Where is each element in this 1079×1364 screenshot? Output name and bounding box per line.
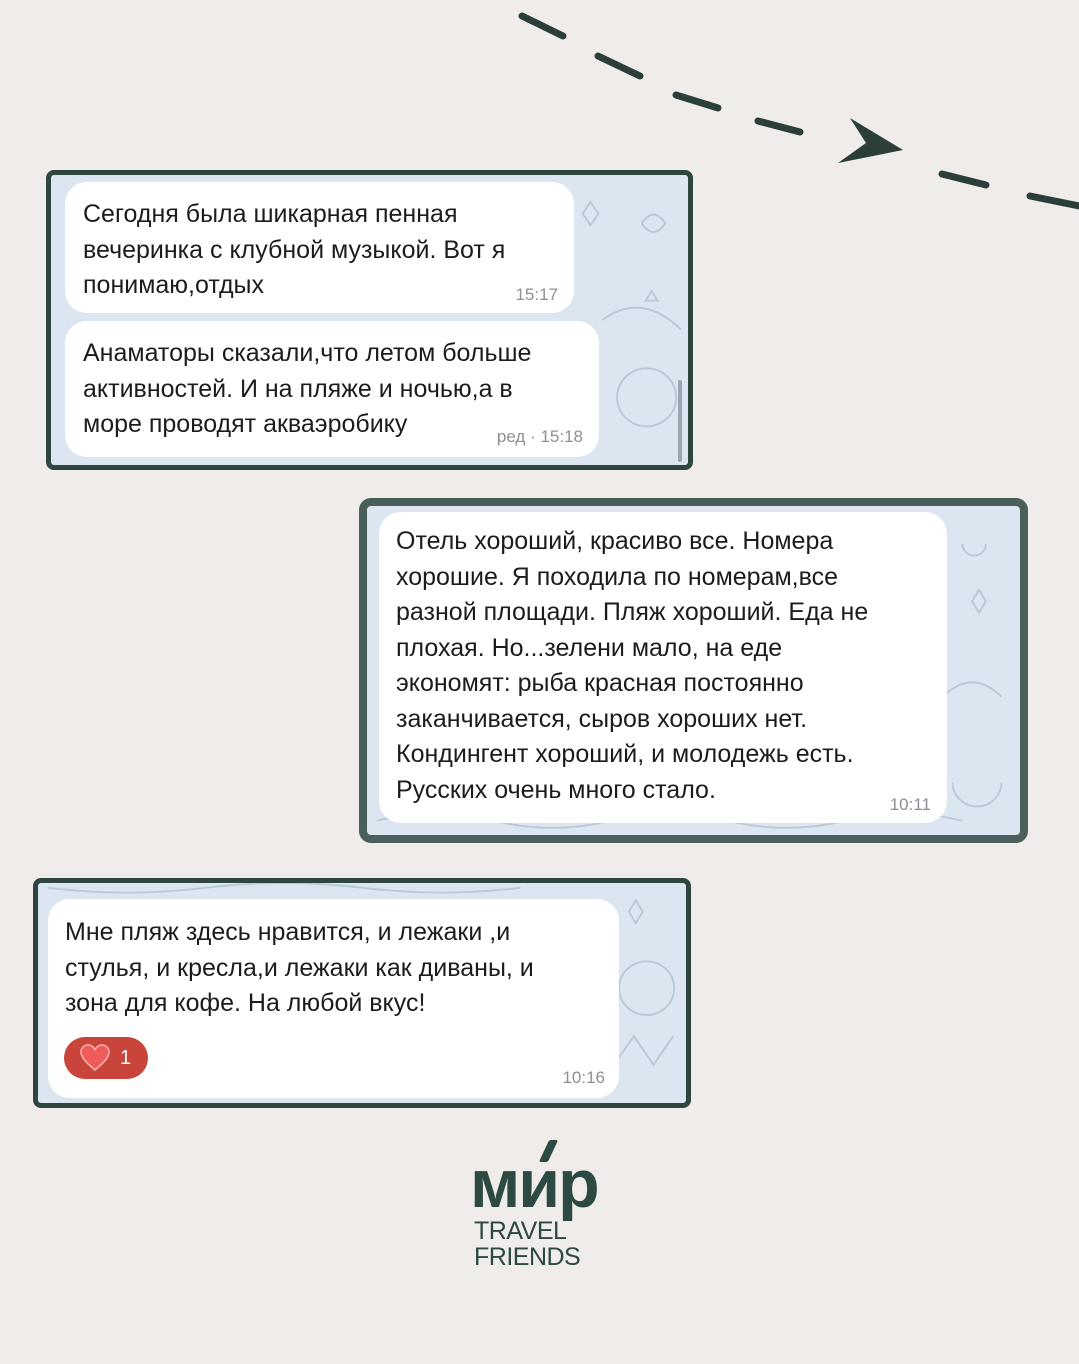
chat-screenshot-1 [46, 170, 693, 470]
heart-icon [80, 1044, 110, 1087]
message-bubble[interactable] [65, 321, 599, 457]
message-text: Сегодня была шикарная пенная вечеринка с клубной музыкой. Вот я понимаю,отдых [83, 200, 506, 299]
logo-wordmark: мир [470, 1146, 598, 1222]
chat-screenshot-2 [359, 498, 1028, 843]
message-time: 15:17 [515, 285, 558, 304]
message-edited-time: ред · 15:18 [496, 427, 583, 446]
message-text: Анаматоры сказали,что летом больше активностей. И на пляже и ночью,а в море проводят акваэробику [83, 339, 532, 438]
message-bubble[interactable] [379, 512, 947, 823]
message-bubble[interactable] [48, 899, 619, 1098]
message-text: Мне пляж здесь нравится, и лежаки ,и стулья, и кресла,и лежаки как диваны, и зона для кофе. На любой вкус! [65, 918, 534, 1017]
scrollbar[interactable] [678, 380, 682, 462]
chat-screenshot-3 [33, 878, 691, 1108]
message-bubble[interactable] [65, 182, 574, 313]
message-time: 10:16 [562, 1068, 605, 1087]
logo-line-friends: FRIENDS [474, 1243, 581, 1271]
reaction-badge[interactable] [64, 1037, 148, 1079]
logo-line-travel: TRAVEL [474, 1217, 567, 1245]
message-time: 10:11 [889, 795, 931, 814]
reaction-count: 1 [120, 1047, 132, 1069]
message-text: Отель хороший, красиво все. Номера хорошие. Я походила по номерам,все разной площади. Пляж хороший. Еда не плохая. Но...зелени мало, на еде экономят: рыба красная постоянно заканчивается, сыров хороших нет. Кондингент хороший, и молодежь есть. Русских очень много стало. [396, 527, 869, 804]
brand-logo [470, 1140, 630, 1280]
